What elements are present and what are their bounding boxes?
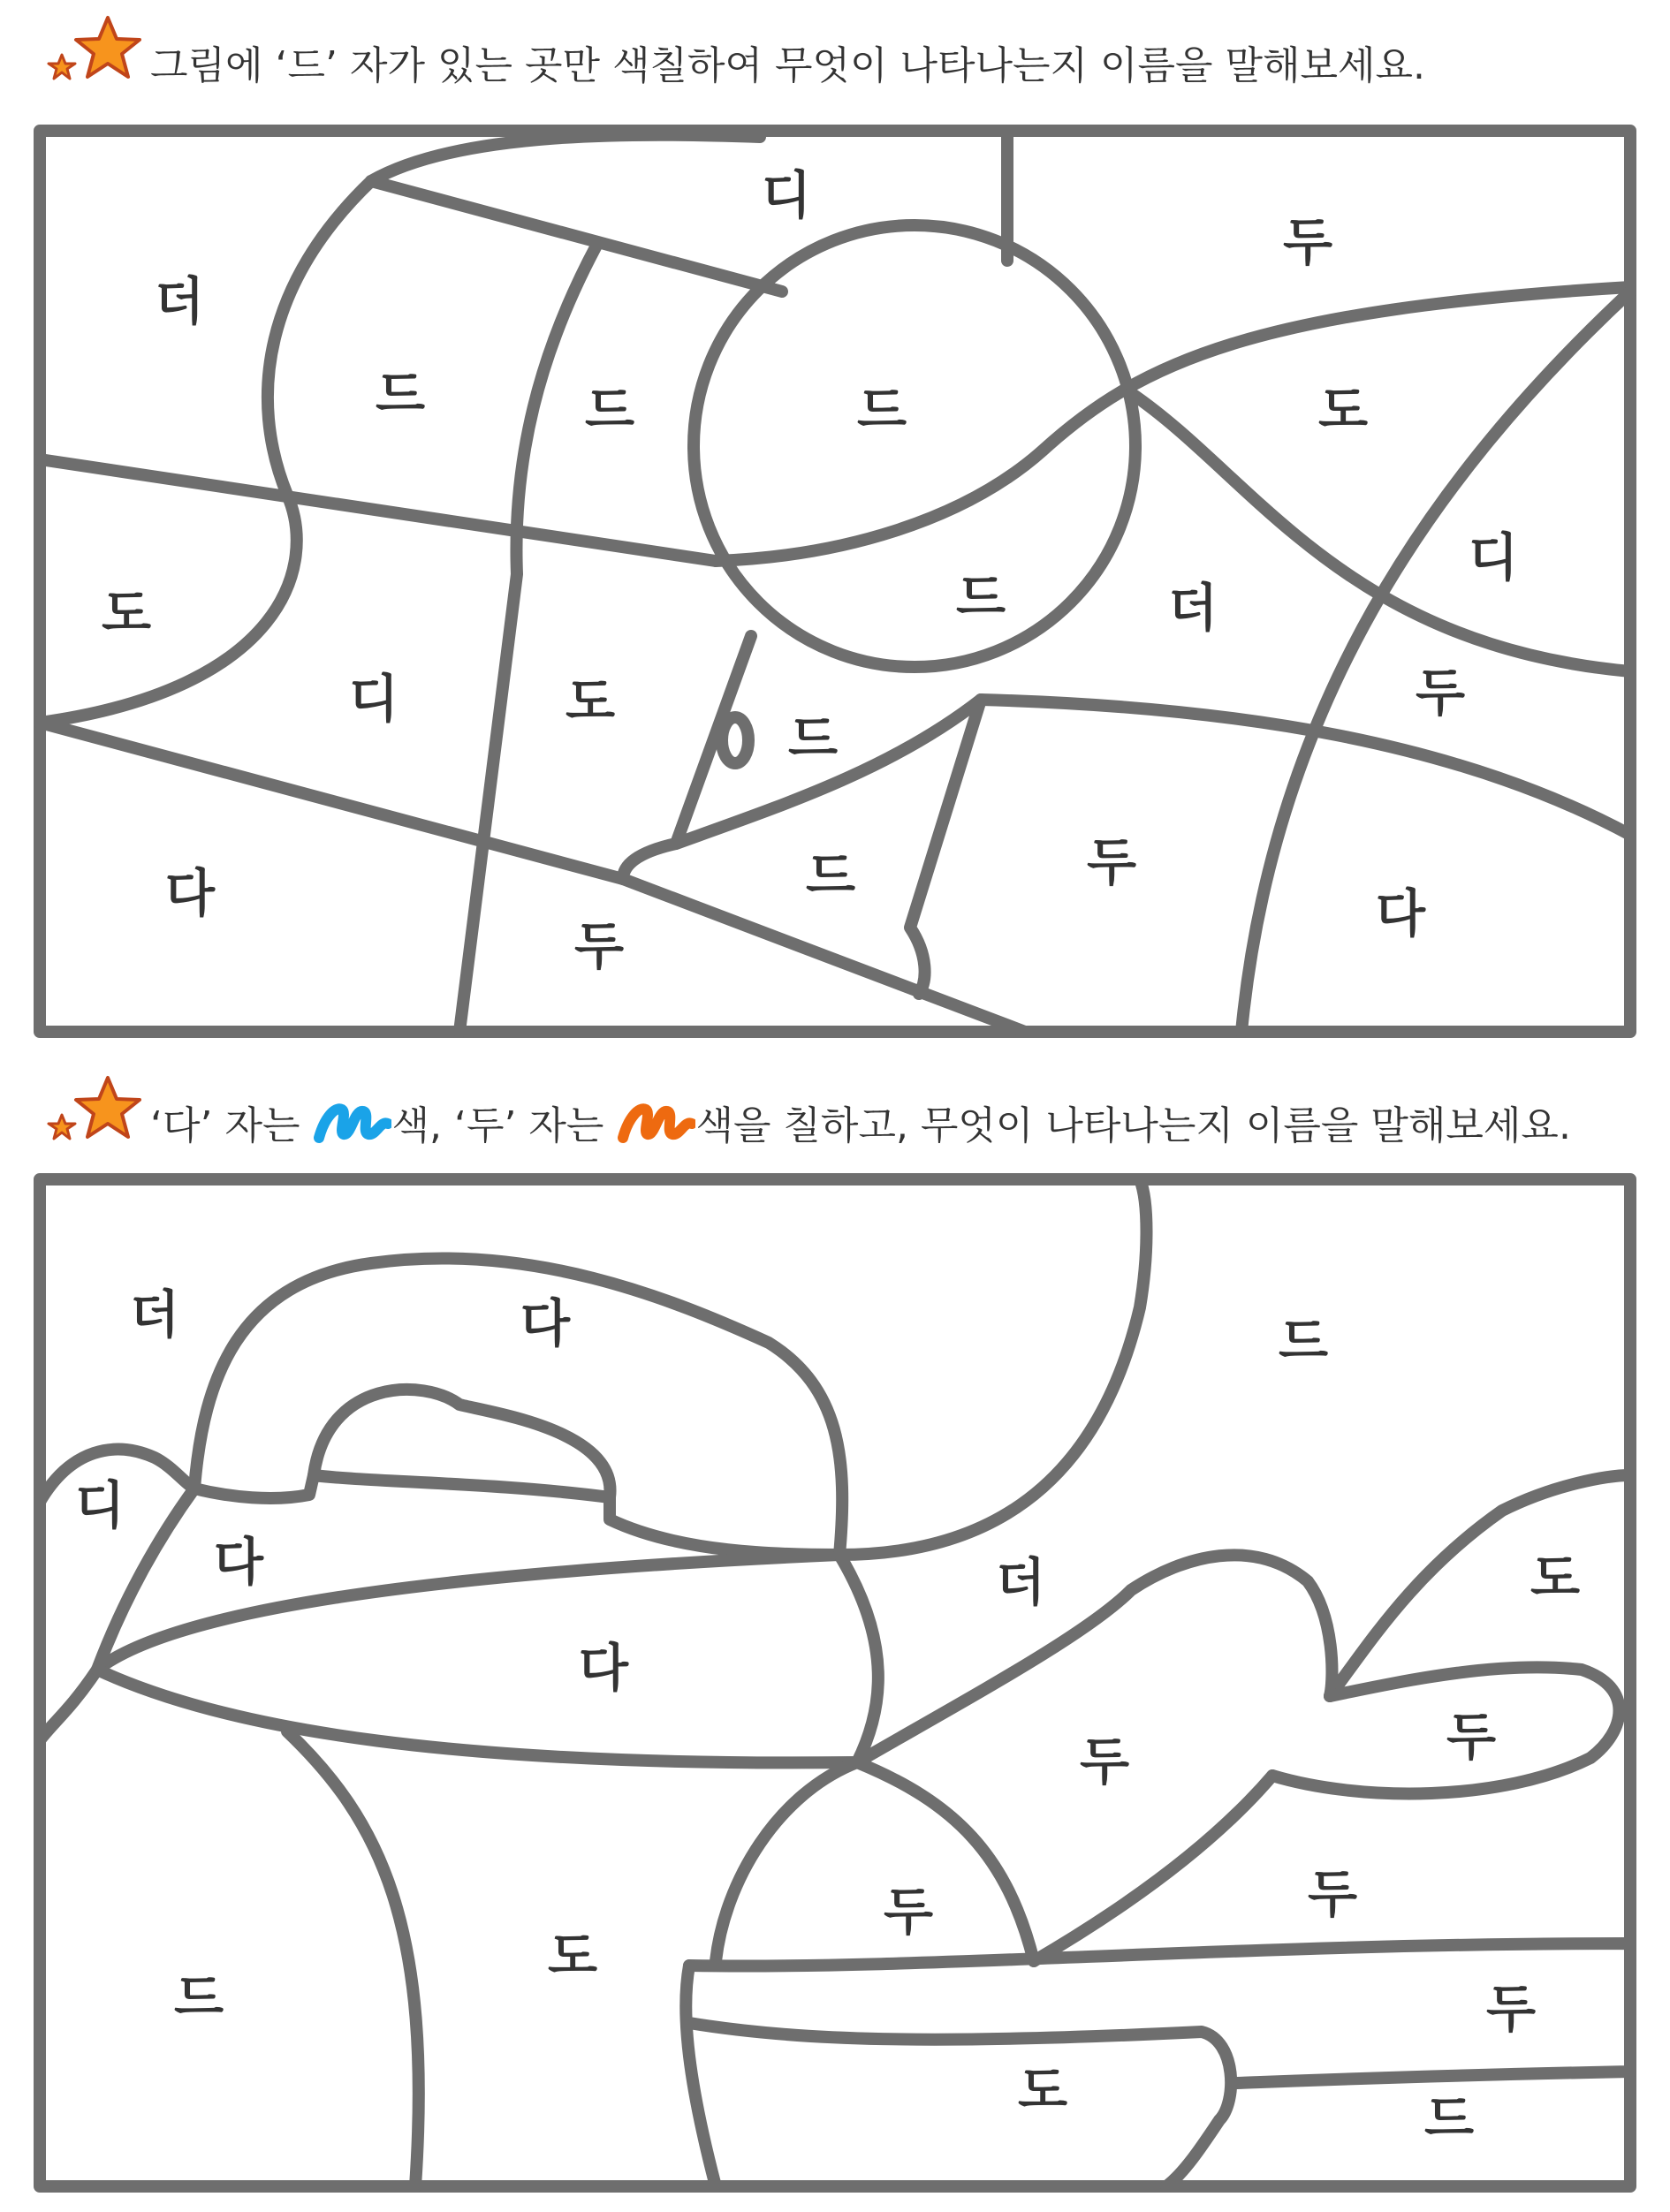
syllable-label: 두 xyxy=(1307,1864,1358,1925)
syllable-label: 다 xyxy=(1375,883,1426,944)
instruction-2-part3: 색을 칠하고, 무엇이 나타나는지 이름을 말해보세요. xyxy=(695,1103,1571,1148)
syllable-label: 드 xyxy=(955,567,1006,628)
instruction-2-part2: 색, ‘두’ 자는 xyxy=(391,1103,604,1148)
syllable-label: 드 xyxy=(584,380,635,441)
syllable-label: 드 xyxy=(375,364,426,425)
syllable-label: 두 xyxy=(1079,1731,1130,1792)
syllable-label: 드 xyxy=(787,708,839,769)
syllable-label: 디 xyxy=(1468,527,1519,588)
syllable-label: 드 xyxy=(1423,2088,1475,2149)
syllable-label: 다 xyxy=(520,1293,571,1354)
syllable-label: 디 xyxy=(74,1475,125,1536)
syllable-label: 드 xyxy=(173,1967,224,2028)
syllable-label: 디 xyxy=(348,669,399,730)
syllable-label: 드 xyxy=(805,845,856,906)
coloring-puzzle-2 xyxy=(0,1166,1670,2212)
syllable-label: 다 xyxy=(164,863,216,924)
syllable-label: 드 xyxy=(856,380,907,441)
coloring-puzzle-1 xyxy=(0,115,1670,1051)
syllable-label: 더 xyxy=(154,271,205,332)
instruction-1: 그림에 ‘드’ 자가 있는 곳만 색칠하여 무엇이 나타나는지 이름을 말해보세요. xyxy=(150,43,1425,88)
syllable-label: 드 xyxy=(1278,1311,1329,1372)
orange-crayon-icon xyxy=(616,1097,695,1147)
syllable-label: 도 xyxy=(1530,1548,1581,1609)
syllable-label: 도 xyxy=(1317,380,1369,441)
syllable-label: 두 xyxy=(573,916,625,977)
instruction-2-part1: ‘다’ 자는 xyxy=(150,1103,300,1148)
syllable-label: 다 xyxy=(578,1638,629,1699)
star-icon xyxy=(39,1072,154,1152)
syllable-label: 두 xyxy=(883,1882,934,1943)
syllable-label: 더 xyxy=(129,1284,180,1345)
star-icon xyxy=(39,12,154,92)
syllable-label: 도 xyxy=(547,1926,598,1987)
syllable-label: 두 xyxy=(1446,1707,1497,1768)
syllable-label: 두 xyxy=(1282,212,1333,273)
syllable-label: 도 xyxy=(1017,2060,1068,2121)
syllable-label: 도 xyxy=(101,583,152,644)
syllable-label: 도 xyxy=(565,671,616,732)
syllable-label: 더 xyxy=(995,1552,1046,1613)
syllable-label: 더 xyxy=(1167,578,1218,639)
syllable-label: 두 xyxy=(1086,832,1137,893)
instruction-2 xyxy=(150,1095,1571,1148)
blue-crayon-icon xyxy=(312,1097,391,1147)
syllable-label: 다 xyxy=(213,1532,264,1593)
syllable-label: 두 xyxy=(1485,1979,1537,2040)
syllable-label: 두 xyxy=(1415,663,1466,723)
syllable-label: 디 xyxy=(761,165,812,226)
puzzle1-labels xyxy=(102,165,1518,976)
